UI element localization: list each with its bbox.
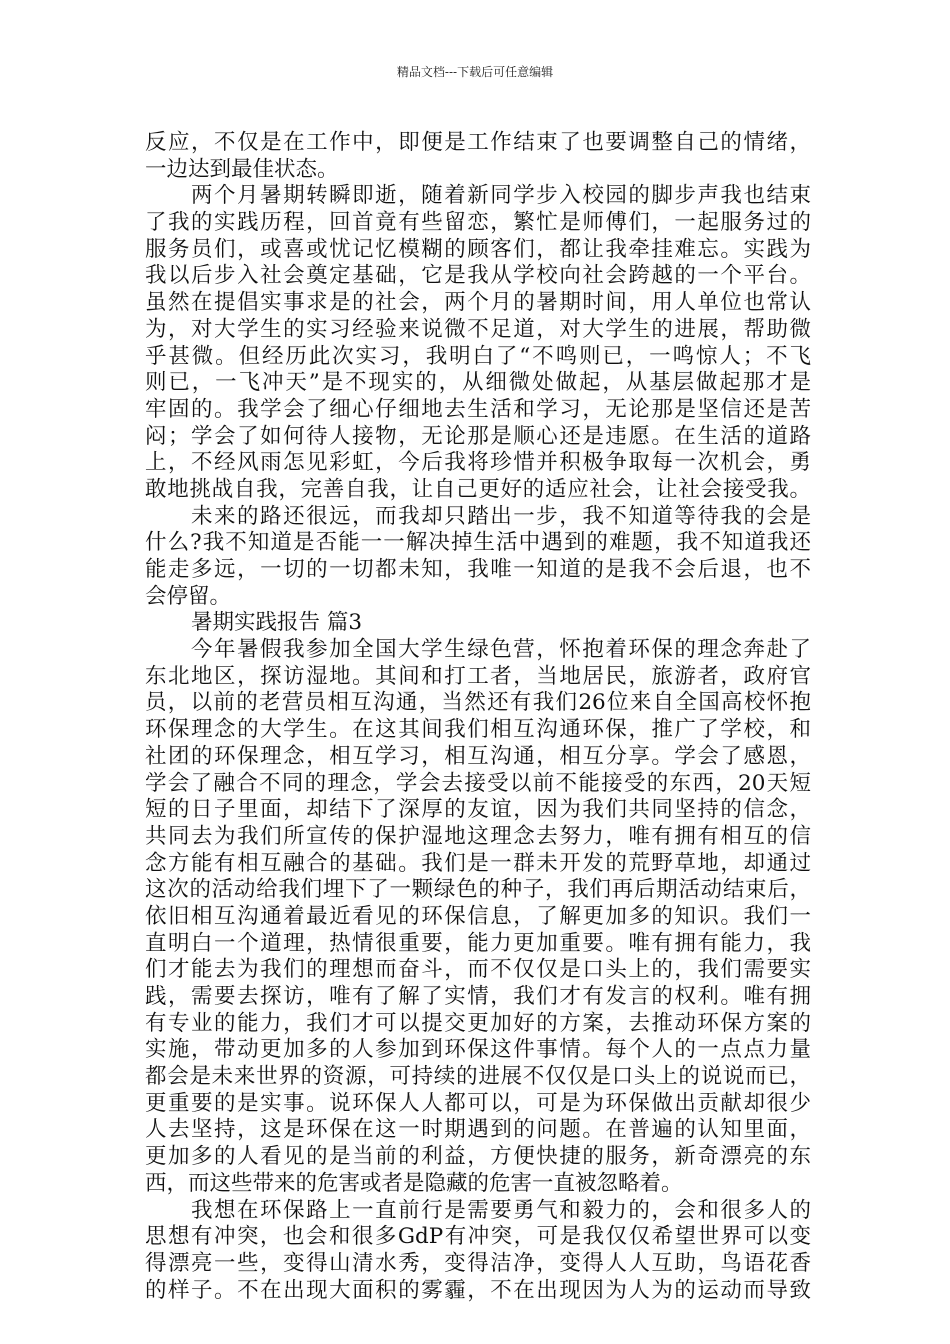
text-line: 都会是未来世界的资源，可持续的进展不仅仅是口头上的说说而已， — [145, 1064, 811, 1090]
text-line: 得漂亮一些，变得山清水秀，变得洁净，变得人人互助，鸟语花香 — [145, 1250, 811, 1276]
text-line: 更重要的是实事。说环保人人都可以，可是为环保做出贡献却很少 — [145, 1090, 811, 1116]
text-line: 今年暑假我参加全国大学生绿色营，怀抱着环保的理念奔赴了 — [191, 637, 811, 663]
text-line: 人去坚持，这是环保在这一时期遇到的问题。在普遍的认知里面， — [145, 1117, 811, 1143]
text-line: 短的日子里面，却结下了深厚的友谊，因为我们共同坚持的信念， — [145, 797, 811, 823]
text-line: 一边达到最佳状态。 — [145, 156, 339, 182]
text-line: 会停留。 — [145, 583, 232, 609]
text-line: 我以后步入社会奠定基础，它是我从学校向社会跨越的一个平台。 — [145, 263, 811, 289]
text-line: 依旧相互沟通着最近看见的环保信息，了解更加多的知识。我们一 — [145, 903, 811, 929]
text-line: 的样子。不在出现大面积的雾霾，不在出现因为人为的运动而导致 — [145, 1277, 811, 1303]
text-line: 念方能有相互融合的基础。我们是一群未开发的荒野草地，却通过 — [145, 850, 811, 876]
text-line: 乎甚微。但经历此次实习，我明白了“不鸣则已，一鸣惊人；不飞 — [145, 343, 811, 369]
page-header: 精品文档---下载后可任意编辑 — [396, 65, 554, 79]
text-line: 什么?我不知道是否能一一解决掉生活中遇到的难题，我不知道我还 — [145, 530, 811, 556]
text-line: 学会了融合不同的理念，学会去接受以前不能接受的东西，20天短 — [145, 770, 811, 796]
text-line: 共同去为我们所宣传的保护湿地这理念去努力，唯有拥有相互的信 — [145, 823, 811, 849]
text-line: 西，而这些带来的危害或者是隐藏的危害一直被忽略着。 — [145, 1170, 683, 1196]
text-line: 闷；学会了如何待人接物，无论那是顺心还是违愿。在生活的道路 — [145, 423, 811, 449]
text-line: 服务员们，或喜或忧记忆模糊的顾客们，都让我牵挂难忘。实践为 — [145, 236, 811, 262]
text-line: 这次的活动给我们埋下了一颗绿色的种子，我们再后期活动结束后， — [145, 877, 811, 903]
text-line: 能走多远，一切的一切都未知，我唯一知道的是我不会后退，也不 — [145, 557, 811, 582]
text-line: 反应，不仅是在工作中，即便是工作结束了也要调整自己的情绪， — [145, 130, 811, 155]
text-line: 我想在环保路上一直前行是需要勇气和毅力的，会和很多人的 — [191, 1197, 811, 1223]
document-body — [145, 130, 811, 1304]
text-line: 为，对大学生的实习经验来说微不足道，对大学生的进展，帮助微 — [145, 316, 811, 342]
text-line: 思想有冲突，也会和很多GdP有冲突，可是我仅仅希望世界可以变 — [145, 1224, 811, 1250]
text-line: 直明白一个道理，热情很重要，能力更加重要。唯有拥有能力，我 — [145, 930, 811, 956]
text-line: 践，需要去探访，唯有了解了实情，我们才有发言的权利。唯有拥 — [145, 984, 811, 1009]
text-line: 虽然在提倡实事求是的社会，两个月的暑期时间，用人单位也常认 — [145, 290, 811, 316]
text-line: 实施，带动更加多的人参加到环保这件事情。每个人的一点点力量 — [145, 1037, 811, 1063]
text-line: 了我的实践历程，回首竟有些留恋，繁忙是师傅们，一起服务过的 — [145, 210, 811, 236]
text-line: 上，不经风雨怎见彩虹，今后我将珍惜并积极争取每一次机会，勇 — [145, 450, 811, 476]
text-line: 敢地挑战自我，完善自我，让自己更好的适应社会，让社会接受我。 — [145, 476, 811, 502]
text-line: 员，以前的老营员相互沟通，当然还有我们26位来自全国高校怀抱 — [145, 690, 811, 716]
text-line: 暑期实践报告 篇3 — [191, 610, 363, 636]
text-line: 东北地区，探访湿地。其间和打工者，当地居民，旅游者，政府官 — [145, 663, 811, 689]
text-line: 更加多的人看见的是当前的利益，方便快捷的服务，新奇漂亮的东 — [145, 1144, 811, 1170]
text-line: 环保理念的大学生。在这其间我们相互沟通环保，推广了学校，和 — [145, 717, 811, 743]
text-line: 们才能去为我们的理想而奋斗，而不仅仅是口头上的，我们需要实 — [145, 957, 811, 983]
text-line: 则已，一飞冲天”是不现实的，从细微处做起，从基层做起那才是 — [145, 370, 811, 396]
text-line: 有专业的能力，我们才可以提交更加好的方案，去推动环保方案的 — [145, 1010, 811, 1036]
text-line: 两个月暑期转瞬即逝，随着新同学步入校园的脚步声我也结束 — [191, 183, 811, 209]
text-line: 社团的环保理念，相互学习，相互沟通，相互分享。学会了感恩， — [145, 743, 811, 769]
text-line: 牢固的。我学会了细心仔细地去生活和学习，无论那是坚信还是苦 — [145, 396, 811, 422]
text-line: 未来的路还很远，而我却只踏出一步，我不知道等待我的会是 — [191, 503, 811, 529]
